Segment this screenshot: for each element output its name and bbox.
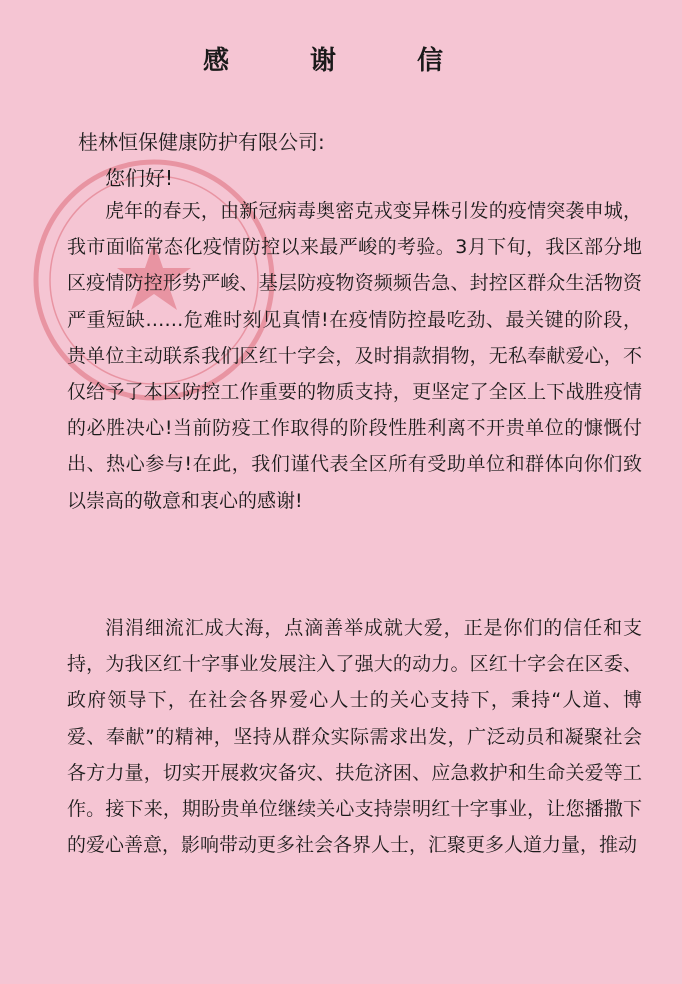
letter-paragraph: 涓涓细流汇成大海，点滴善举成就大爱，正是你们的信任和支持，为我区红十字事业发展注入了强大的动力。区红十字会在区委、政府领导下，在社会各界爱心人士的关心支持下，秉持“人道、博爱、奉献”的精神，坚持从群众实际需求出发，广泛动员和凝聚社会各方力量，切实开展救灾备灾、扶危济困、应急救护和生命关爱等工作。接下来，期盼贵单位继续关心支持崇明红十字事业，让您播撒下的爱心善意，影响带动更多社会各界人士，汇聚更多人道力量，推动 xyxy=(67,617,642,857)
letter-greeting: 您们好! xyxy=(105,166,174,190)
letter-salutation: 桂林恒保健康防护有限公司: xyxy=(78,130,325,154)
letter-paragraph: 虎年的春天，由新冠病毒奥密克戎变异株引发的疫情突袭申城，我市面临常态化疫情防控以来最严峻的考验。3月下旬，我区部分地区疫情防控形势严峻、基层防疫物资频频告急、封控区群众生活物资严重短缺……危难时刻见真情!在疫情防控最吃劲、最关键的阶段，贵单位主动联系我们区红十字会，及时捐款捐物，无私奉献爱心，不仅给予了本区防控工作重要的物质支持，更坚定了全区上下战胜疫情的必胜决心!当前防疫工作取得的阶段性胜利离不开贵单位的慷慨付出、热心参与!在此，我们谨代表全区所有受助单位和群体向你们致以崇高的敬意和衷心的感谢! xyxy=(67,200,642,512)
letter-title: 感 谢 信 xyxy=(202,46,480,76)
